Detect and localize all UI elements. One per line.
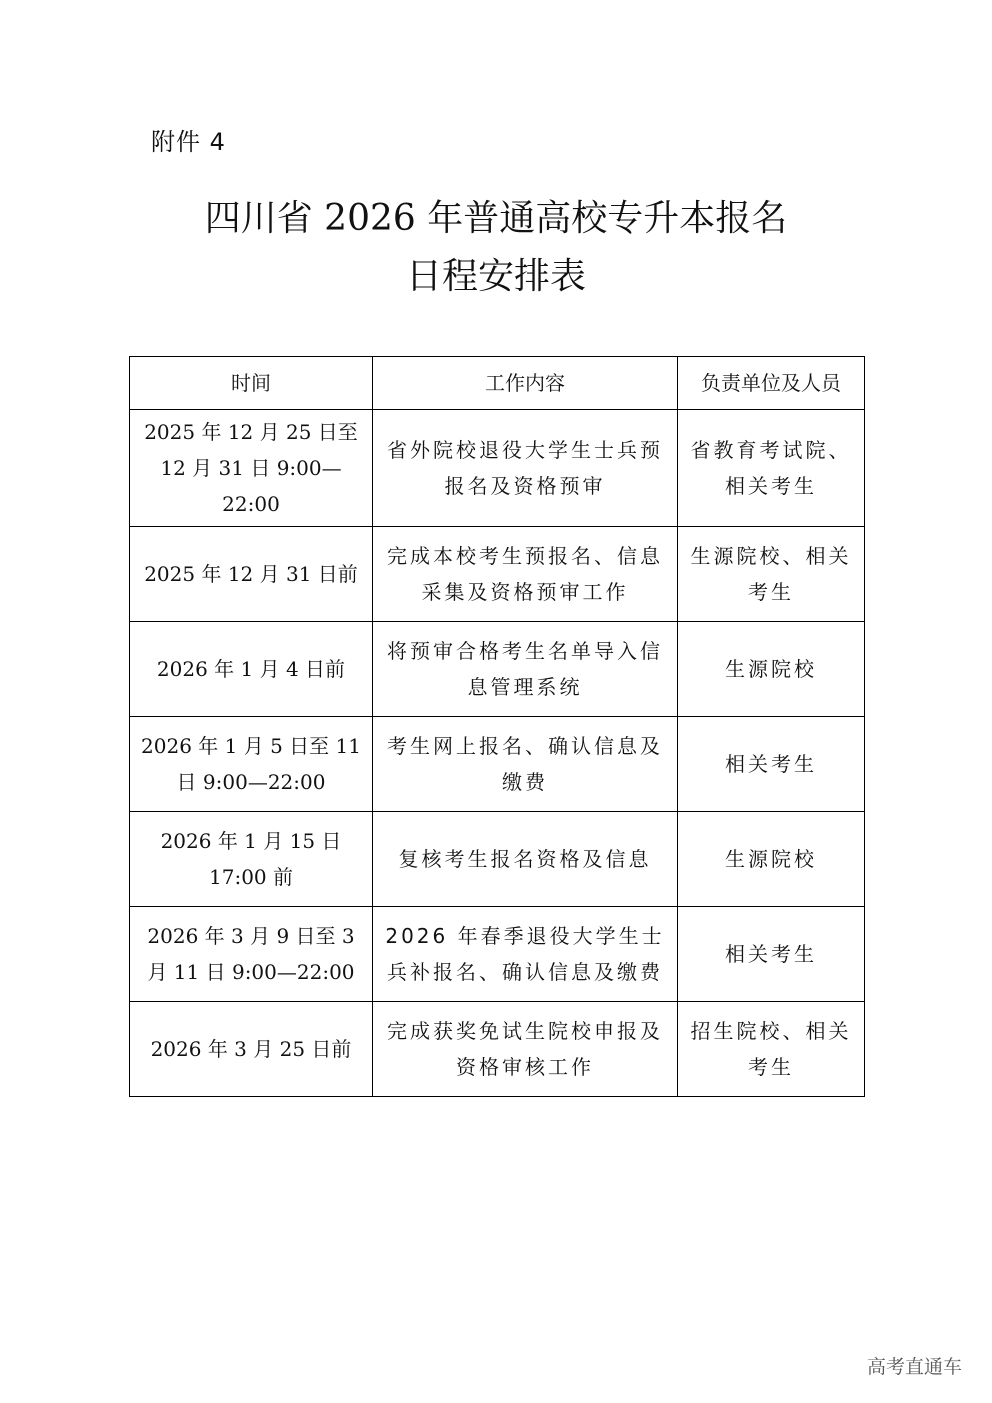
page-title-line2: 日程安排表 [405,256,586,297]
cell-responsible: 生源院校 [678,812,865,907]
cell-time: 2026 年 1 月 15 日 17:00 前 [130,812,373,907]
table-row [130,527,865,622]
page-title-line1: 四川省 2026 年普通高校专升本报名 [204,198,788,239]
cell-task: 完成本校考生预报名、信息采集及资格预审工作 [373,527,678,622]
table-row [130,907,865,1002]
cell-task: 完成获奖免试生院校申报及资格审核工作 [373,1002,678,1097]
cell-responsible: 生源院校、相关考生 [678,527,865,622]
header-task: 工作内容 [373,357,678,410]
cell-responsible: 相关考生 [678,717,865,812]
cell-task: 复核考生报名资格及信息 [373,812,678,907]
cell-time: 2025 年 12 月 31 日前 [130,527,373,622]
table-row [130,1002,865,1097]
cell-responsible: 相关考生 [678,907,865,1002]
cell-time: 2026 年 1 月 5 日至 11 日 9:00—22:00 [130,717,373,812]
cell-responsible: 生源院校 [678,622,865,717]
header-time: 时间 [130,357,373,410]
header-responsible: 负责单位及人员 [678,357,865,410]
cell-task: 2026 年春季退役大学生士兵补报名、确认信息及缴费 [373,907,678,1002]
cell-task: 省外院校退役大学生士兵预报名及资格预审 [373,410,678,527]
cell-time: 2026 年 3 月 9 日至 3 月 11 日 9:00—22:00 [130,907,373,1002]
cell-time: 2025 年 12 月 25 日至 12 月 31 日 9:00—22:00 [130,410,373,527]
cell-responsible: 省教育考试院、相关考生 [678,410,865,527]
table-row [130,812,865,907]
watermark: 高考直通车 [866,1356,962,1378]
table-row [130,410,865,527]
cell-time: 2026 年 3 月 25 日前 [130,1002,373,1097]
cell-task: 考生网上报名、确认信息及缴费 [373,717,678,812]
table-header-row [130,357,865,410]
cell-time: 2026 年 1 月 4 日前 [130,622,373,717]
schedule-table [129,356,865,1097]
table-row [130,717,865,812]
cell-task: 将预审合格考生名单导入信息管理系统 [373,622,678,717]
table-row [130,622,865,717]
attachment-label: 附件 4 [151,128,226,156]
cell-responsible: 招生院校、相关考生 [678,1002,865,1097]
